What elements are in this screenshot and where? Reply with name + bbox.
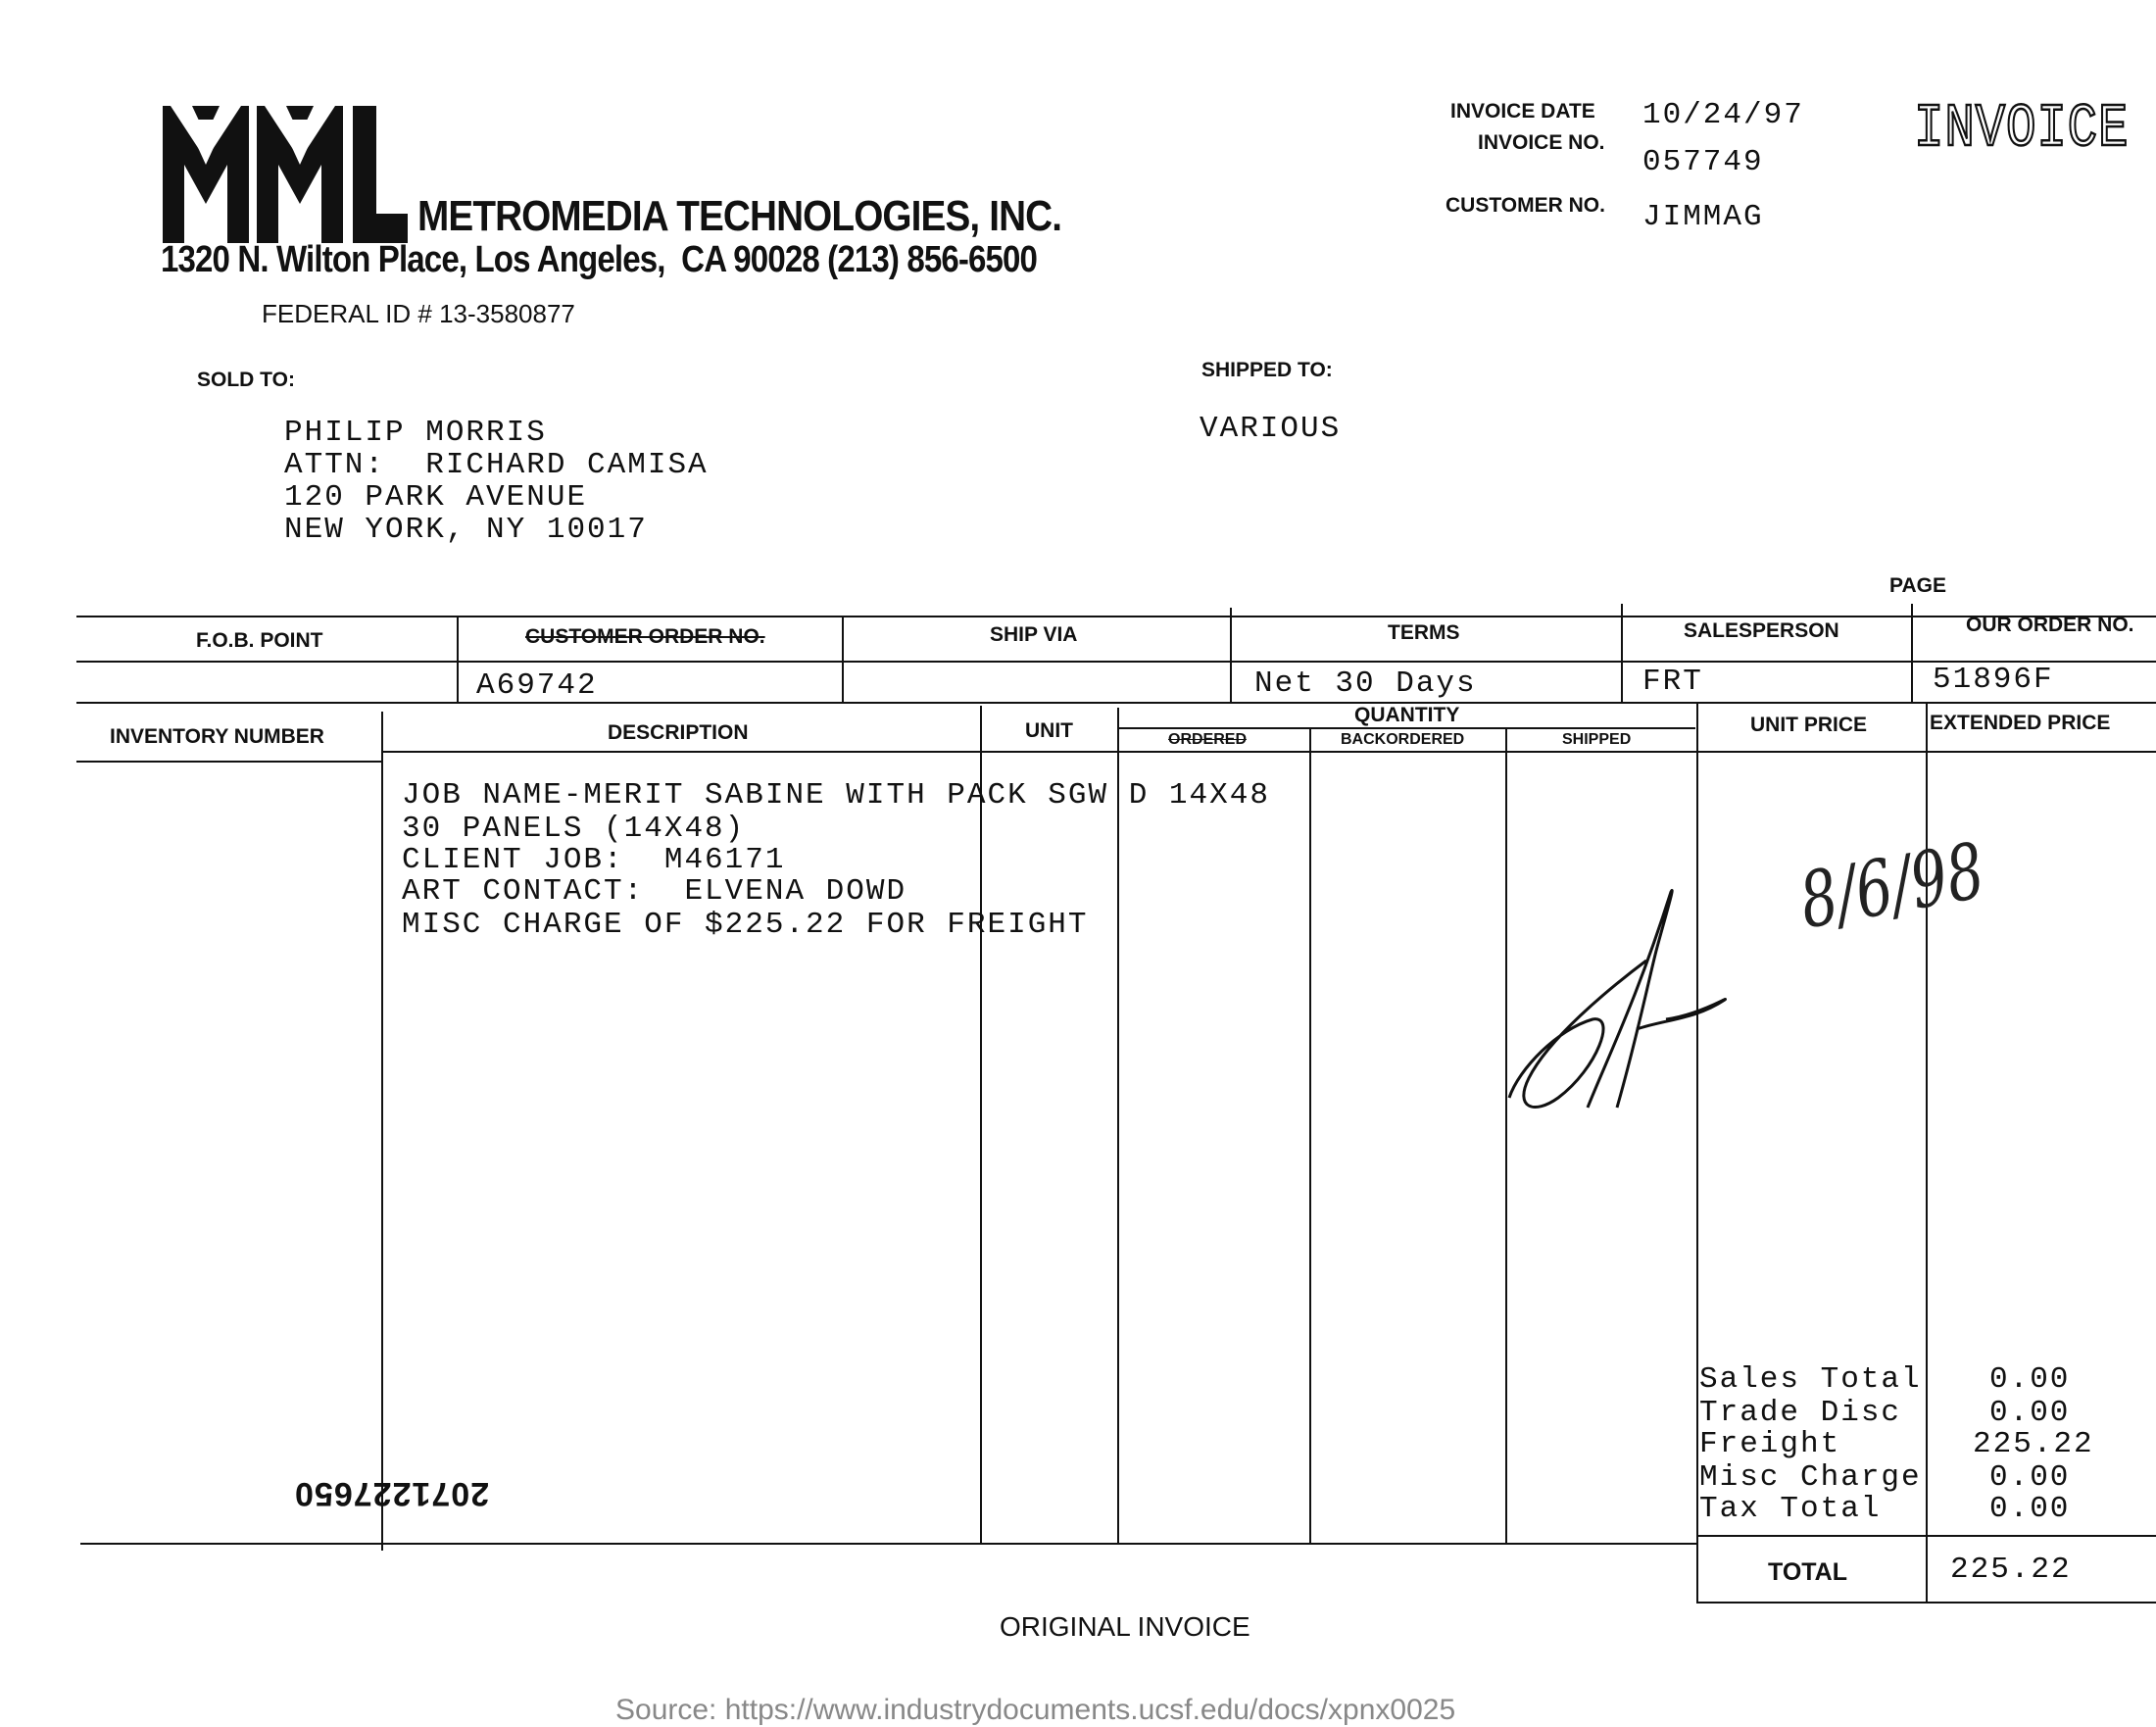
totals-value-freight: 225.22 (1973, 1427, 2094, 1461)
quantity-header: QUANTITY (1354, 704, 1460, 726)
sold-to-line-2: ATTN: RICHARD CAMISA (284, 448, 709, 482)
company-name: METROMEDIA TECHNOLOGIES, INC. (417, 192, 1062, 240)
description-line-4: ART CONTACT: ELVENA DOWD (402, 874, 907, 909)
salesperson-header: SALESPERSON (1684, 619, 1839, 642)
fob-point-header: F.O.B. POINT (196, 629, 323, 652)
invoice-date-value: 10/24/97 (1642, 98, 1804, 132)
our-order-header: OUR ORDER NO. (1966, 614, 2134, 636)
shipped-header: SHIPPED (1562, 731, 1632, 748)
totals-label-misc: Misc Charge (1699, 1460, 1922, 1495)
total-value: 225.22 (1950, 1553, 2072, 1587)
totals-value-tax: 0.00 (1989, 1492, 2071, 1526)
backordered-header: BACKORDERED (1341, 731, 1465, 748)
extended-price-header: EXTENDED PRICE (1930, 712, 2111, 734)
sold-to-line-4: NEW YORK, NY 10017 (284, 513, 648, 547)
sold-to-label: SOLD TO: (197, 369, 295, 391)
totals-label-sales: Sales Total (1699, 1362, 1922, 1397)
customer-order-header: CUSTOMER ORDER NO. (525, 625, 765, 648)
handwritten-date: 8/6/98 (1793, 826, 1991, 947)
ship-via-header: SHIP VIA (990, 623, 1078, 646)
source-caption: Source: https://www.industrydocuments.ucsf.edu/docs/xpnx0025 (615, 1694, 1456, 1726)
terms-header: TERMS (1388, 621, 1460, 644)
page-label: PAGE (1889, 574, 1946, 597)
description-line-3: CLIENT JOB: M46171 (402, 843, 786, 877)
invoice-stamp: INVOICE (1914, 94, 2130, 164)
totals-value-misc: 0.00 (1989, 1460, 2071, 1495)
original-invoice-label: ORIGINAL INVOICE (1000, 1611, 1250, 1642)
company-address: 1320 N. Wilton Place, Los Angeles, CA 90028 (213) 856-6500 (161, 239, 1038, 280)
invoice-date-label: INVOICE DATE (1450, 100, 1595, 123)
ordered-header: ORDERED (1168, 731, 1248, 748)
description-line-5: MISC CHARGE OF $225.22 FOR FREIGHT (402, 908, 1089, 942)
total-label: TOTAL (1768, 1558, 1848, 1586)
doc-number: 2071227650 (294, 1475, 490, 1512)
totals-value-trade: 0.00 (1989, 1396, 2071, 1430)
totals-label-tax: Tax Total (1699, 1492, 1882, 1526)
shipped-to-label: SHIPPED TO: (1201, 359, 1333, 381)
description-line-2: 30 PANELS (14X48) (402, 812, 746, 846)
salesperson-value: FRT (1642, 665, 1703, 699)
description-line-1: JOB NAME-MERIT SABINE WITH PACK SGW D 14X48 (402, 778, 1270, 813)
sold-to-line-3: 120 PARK AVENUE (284, 480, 588, 515)
invoice-no-value: 057749 (1642, 145, 1764, 179)
signature-icon (1499, 872, 1754, 1127)
shipped-to-value: VARIOUS (1200, 412, 1342, 446)
terms-value: Net 30 Days (1254, 666, 1477, 701)
our-order-value: 51896F (1933, 663, 2054, 697)
federal-id: FEDERAL ID # 13-3580877 (262, 299, 575, 328)
customer-no-label: CUSTOMER NO. (1446, 194, 1605, 217)
sold-to-line-1: PHILIP MORRIS (284, 416, 547, 450)
description-header: DESCRIPTION (608, 721, 749, 744)
customer-no-value: JIMMAG (1642, 200, 1764, 234)
handwritten-signature (1499, 872, 1754, 1127)
totals-label-trade: Trade Disc (1699, 1396, 1902, 1430)
company-logo (163, 106, 408, 243)
customer-order-value: A69742 (476, 668, 598, 703)
unit-price-header: UNIT PRICE (1750, 714, 1868, 736)
unit-header: UNIT (1025, 719, 1073, 742)
inventory-number-header: INVENTORY NUMBER (110, 725, 324, 748)
mmt-logo-icon (163, 106, 408, 243)
invoice-no-label: INVOICE NO. (1478, 131, 1605, 154)
totals-label-freight: Freight (1699, 1427, 1841, 1461)
totals-value-sales: 0.00 (1989, 1362, 2071, 1397)
